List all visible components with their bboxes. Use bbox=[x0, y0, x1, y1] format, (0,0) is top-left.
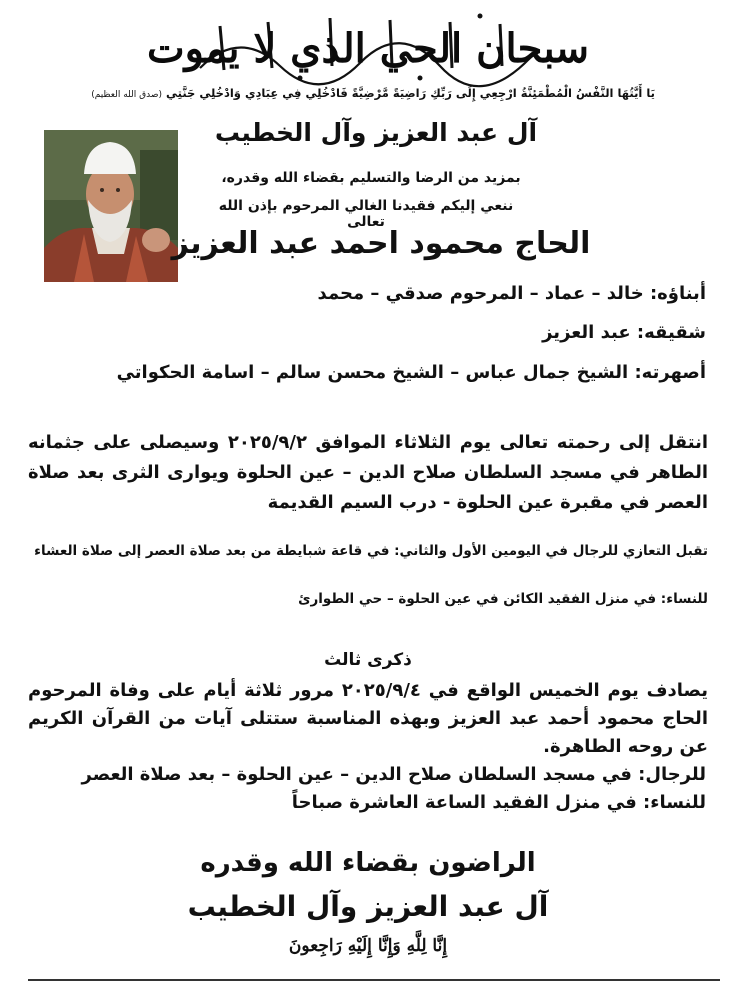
sons-line: أبناؤه: خالد – عماد – المرحوم صدقي – محمد bbox=[317, 283, 706, 304]
portrait-image bbox=[44, 130, 178, 282]
bottom-divider bbox=[28, 979, 720, 981]
quran-verse bbox=[91, 86, 655, 100]
condolences-men: تقبل التعازي للرجال في اليومين الأول والثاني: في قاعة شبايطة من بعد صلاة العصر إلى صلاة العشاء bbox=[34, 543, 708, 559]
closing-line-2: آل عبد العزيز وآل الخطيب bbox=[187, 890, 549, 923]
verse-reference: (صدق الله العظيم) bbox=[91, 90, 163, 100]
closing-verse: إِنَّا لِلَّهِ وَإِنَّا إِلَيْهِ رَاجِعونَ bbox=[288, 936, 448, 956]
verse-text: يَا أَيَّتُهَا النَّفْسُ الْمُطْمَئِنَّةُ ارْجِعِي إِلَى رَبِّكِ رَاضِيَةً مَّرْضِيَّةً فَادْخُلِي فِي عِبَادِي وَادْخُلِي جَنَّتِي bbox=[166, 86, 655, 100]
closing-line-1: الراضون بقضاء الله وقدره bbox=[200, 848, 536, 878]
condolences-women: للنساء: في منزل الفقيد الكائن في عين الحلوة – حي الطوارئ bbox=[298, 591, 708, 607]
deceased-photo bbox=[44, 130, 178, 282]
funeral-paragraph: انتقل إلى رحمته تعالى يوم الثلاثاء الموافق ٢٠٢٥/٩/٢ وسيصلى على جثمانه الطاهر في مسجد السلطان صلاح الدين – عين الحلوة ويوارى الثرى بعد صلاة العصر في مقبرة عين الحلوة - درب السيم القديمة bbox=[28, 432, 708, 513]
calligraphy-header bbox=[146, 8, 590, 88]
dhikra-title: ذكرى ثالث bbox=[324, 650, 412, 670]
dhikra-women: للنساء: في منزل الفقيد الساعة العاشرة صباحاً bbox=[291, 792, 706, 813]
calligraphy-text: سبحان الحي الذي لا يموت bbox=[146, 24, 590, 72]
brother-line: شقيقه: عبد العزيز bbox=[542, 322, 706, 343]
deceased-name: الحاج محمود احمد عبد العزيز bbox=[171, 226, 591, 261]
intro-line-2: ننعي إليكم فقيدنا الغالي المرحوم بإذن الله تعالى bbox=[218, 198, 514, 230]
in-laws-line: أصهرته: الشيخ جمال عباس – الشيخ محسن سالم – اسامة الحكواتي bbox=[116, 362, 706, 383]
family-title: آل عبد العزيز وآل الخطيب bbox=[214, 118, 538, 147]
dhikra-men: للرجال: في مسجد السلطان صلاح الدين – عين الحلوة – بعد صلاة العصر bbox=[81, 764, 706, 785]
intro-line-1: بمزيد من الرضا والتسليم بقضاء الله وقدره، bbox=[221, 170, 521, 186]
dhikra-paragraph: يصادف يوم الخميس الواقع في ٢٠٢٥/٩/٤ مرور ثلاثة أيام على وفاة المرحوم الحاج محمود أحمد عبد العزيز وبهذه المناسبة ستتلى آيات من القرآن الكريم عن روحه الطاهرة. bbox=[28, 680, 708, 757]
